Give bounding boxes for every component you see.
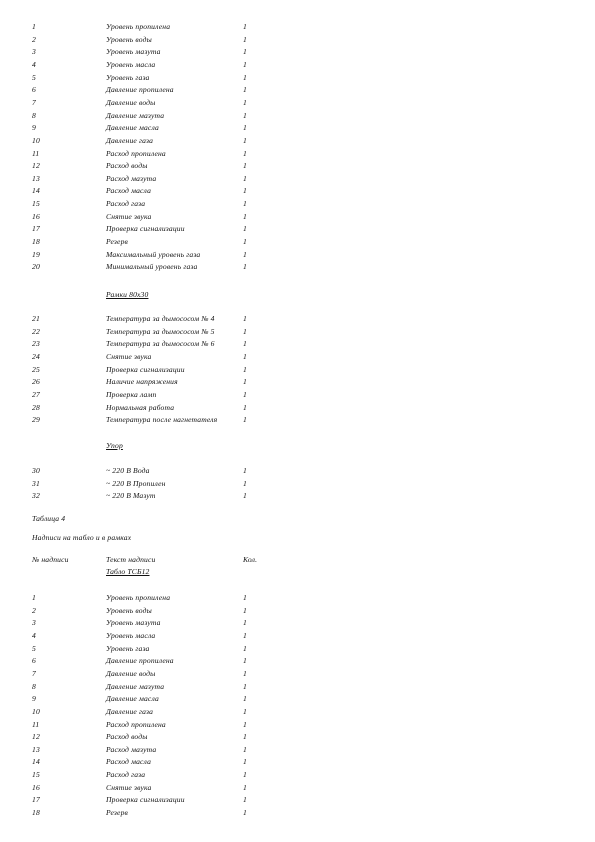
item-text: Давление мазута — [106, 110, 165, 120]
item-qty: 1 — [243, 694, 247, 704]
item-number: 4 — [32, 59, 36, 69]
item-qty: 1 — [243, 85, 247, 95]
item-text: Температура за дымососом № 4 — [106, 314, 215, 323]
item-qty: 1 — [243, 719, 247, 729]
item-text: Давление пропилена — [106, 85, 174, 95]
item-qty: 1 — [243, 173, 247, 183]
list-item — [0, 149, 595, 159]
list-item — [0, 593, 595, 603]
item-number: 3 — [32, 618, 36, 628]
item-qty: 1 — [243, 466, 247, 475]
item-text: Расход масла — [106, 757, 152, 767]
item-text: ~ 220 В Пропилен — [106, 478, 166, 488]
table-caption: Таблица 4 — [32, 514, 66, 523]
list-item — [0, 262, 595, 272]
item-number: 4 — [32, 630, 36, 640]
item-text: Уровень газа — [106, 72, 150, 82]
item-text: Уровень масла — [106, 59, 156, 69]
item-text: Давление воды — [106, 97, 156, 107]
item-number: 6 — [32, 656, 36, 666]
item-text: Давление газа — [106, 135, 154, 145]
list-item — [0, 656, 595, 666]
item-text: Давление масла — [106, 123, 159, 133]
item-number: 30 — [32, 466, 40, 475]
list-item — [0, 694, 595, 704]
list-item — [0, 314, 595, 324]
item-number: 1 — [32, 22, 36, 31]
item-number: 32 — [32, 491, 40, 501]
item-number: 16 — [32, 782, 40, 792]
item-qty: 1 — [243, 148, 247, 158]
list-item — [0, 47, 595, 57]
list-item — [0, 60, 595, 70]
list-item — [0, 377, 595, 387]
list-item — [0, 682, 595, 692]
item-text: Уровень мазута — [106, 618, 161, 628]
item-text: Расход воды — [106, 732, 148, 742]
item-number: 14 — [32, 186, 40, 196]
section-title-text: Табло ТСБ12 — [106, 567, 150, 576]
item-qty: 1 — [243, 110, 247, 120]
list-item — [0, 22, 595, 32]
item-qty: 1 — [243, 491, 247, 501]
item-text: Давление газа — [106, 706, 154, 716]
item-text: Температура за дымососом № 6 — [106, 339, 215, 349]
list-item — [0, 212, 595, 222]
list-item — [0, 123, 595, 133]
item-text: Снятие звука — [106, 351, 152, 361]
item-qty: 1 — [243, 668, 247, 678]
item-text: Снятие звука — [106, 782, 152, 792]
item-text: ~ 220 В Мазут — [106, 491, 156, 501]
item-number: 13 — [32, 744, 40, 754]
item-text: Проверка сигнализации — [106, 364, 185, 374]
item-qty: 1 — [243, 795, 247, 805]
item-number: 23 — [32, 339, 40, 349]
item-number: 17 — [32, 795, 40, 805]
item-text: Давление воды — [106, 668, 156, 678]
item-qty: 1 — [243, 211, 247, 221]
list-item — [0, 745, 595, 755]
item-text: Проверка сигнализации — [106, 224, 185, 234]
item-number: 25 — [32, 364, 40, 374]
item-qty: 1 — [243, 123, 247, 133]
item-text: Расход воды — [106, 161, 148, 171]
list-item — [0, 136, 595, 146]
item-text: Проверка сигнализации — [106, 795, 185, 805]
item-qty: 1 — [243, 47, 247, 57]
list-item — [0, 618, 595, 628]
item-qty: 1 — [243, 643, 247, 653]
item-text: Резерв — [106, 808, 128, 818]
item-number: 10 — [32, 135, 40, 145]
item-number: 6 — [32, 85, 36, 95]
item-qty: 1 — [243, 415, 247, 425]
item-text: Расход газа — [106, 770, 146, 780]
item-number: 9 — [32, 123, 36, 133]
item-number: 9 — [32, 694, 36, 704]
item-qty: 1 — [243, 732, 247, 742]
list-item — [0, 250, 595, 260]
list-item — [0, 732, 595, 742]
item-qty: 1 — [243, 314, 247, 323]
list-item — [0, 352, 595, 362]
item-number: 18 — [32, 808, 40, 818]
item-number: 5 — [32, 72, 36, 82]
item-number: 12 — [32, 161, 40, 171]
item-number: 31 — [32, 478, 40, 488]
item-number: 17 — [32, 224, 40, 234]
item-number: 2 — [32, 34, 36, 44]
list-item — [0, 365, 595, 375]
list-item — [0, 174, 595, 184]
item-text: ~ 220 В Вода — [106, 466, 150, 475]
item-number: 14 — [32, 757, 40, 767]
list-item — [0, 783, 595, 793]
item-text: Расход мазута — [106, 173, 157, 183]
item-text: Температура после нагнетателя — [106, 415, 218, 425]
item-text: Снятие звука — [106, 211, 152, 221]
item-number: 26 — [32, 377, 40, 387]
header-number: № надписи — [32, 555, 69, 564]
item-qty: 1 — [243, 593, 247, 602]
item-qty: 1 — [243, 326, 247, 336]
table-header — [0, 555, 595, 565]
item-qty: 1 — [243, 224, 247, 234]
item-qty: 1 — [243, 262, 247, 272]
item-text: Давление мазута — [106, 681, 165, 691]
section-title-frames — [0, 290, 595, 300]
item-text: Уровень воды — [106, 605, 152, 615]
header-text: Текст надписи — [106, 555, 156, 564]
list-item — [0, 390, 595, 400]
list-item — [0, 111, 595, 121]
item-qty: 1 — [243, 97, 247, 107]
item-number: 7 — [32, 668, 36, 678]
item-text: Температура за дымососом № 5 — [106, 326, 215, 336]
list-item — [0, 161, 595, 171]
list-item — [0, 237, 595, 247]
item-text: Уровень воды — [106, 34, 152, 44]
item-qty: 1 — [243, 34, 247, 44]
list-item — [0, 644, 595, 654]
section-title-text: Рамки 80х30 — [106, 290, 149, 299]
list-item — [0, 707, 595, 717]
item-qty: 1 — [243, 249, 247, 259]
item-number: 15 — [32, 770, 40, 780]
list-item — [0, 808, 595, 818]
item-number: 1 — [32, 593, 36, 602]
item-number: 27 — [32, 389, 40, 399]
item-qty: 1 — [243, 161, 247, 171]
item-number: 29 — [32, 415, 40, 425]
item-text: Уровень пропилена — [106, 22, 171, 31]
item-qty: 1 — [243, 681, 247, 691]
item-qty: 1 — [243, 72, 247, 82]
item-number: 21 — [32, 314, 40, 323]
list-item — [0, 770, 595, 780]
item-qty: 1 — [243, 618, 247, 628]
item-number: 28 — [32, 402, 40, 412]
item-text: Минимальный уровень газа — [106, 262, 198, 272]
item-number: 15 — [32, 199, 40, 209]
item-qty: 1 — [243, 770, 247, 780]
list-item — [0, 757, 595, 767]
list-item — [0, 224, 595, 234]
item-number: 24 — [32, 351, 40, 361]
item-qty: 1 — [243, 186, 247, 196]
item-qty: 1 — [243, 59, 247, 69]
table-title: Надписи на табло и в рамках — [32, 533, 132, 542]
item-number: 7 — [32, 97, 36, 107]
list-item — [0, 631, 595, 641]
item-qty: 1 — [243, 351, 247, 361]
item-text: Расход масла — [106, 186, 152, 196]
list-item — [0, 403, 595, 413]
list-item — [0, 327, 595, 337]
list-item — [0, 85, 595, 95]
item-text: Давление масла — [106, 694, 159, 704]
item-qty: 1 — [243, 22, 247, 31]
item-text: Уровень масла — [106, 630, 156, 640]
item-number: 10 — [32, 706, 40, 716]
item-qty: 1 — [243, 757, 247, 767]
item-qty: 1 — [243, 237, 247, 247]
item-qty: 1 — [243, 630, 247, 640]
item-qty: 1 — [243, 605, 247, 615]
item-text: Резерв — [106, 237, 128, 247]
item-text: Уровень пропилена — [106, 593, 171, 602]
item-qty: 1 — [243, 744, 247, 754]
item-number: 3 — [32, 47, 36, 57]
item-text: Расход газа — [106, 199, 146, 209]
list-item — [0, 491, 595, 501]
item-text: Уровень газа — [106, 643, 150, 653]
list-item — [0, 795, 595, 805]
item-qty: 1 — [243, 377, 247, 387]
item-qty: 1 — [243, 364, 247, 374]
item-qty: 1 — [243, 389, 247, 399]
item-qty: 1 — [243, 339, 247, 349]
section-title-text: Упор — [106, 441, 123, 450]
list-item — [0, 415, 595, 425]
item-number: 11 — [32, 148, 40, 158]
item-qty: 1 — [243, 706, 247, 716]
item-number: 16 — [32, 211, 40, 221]
item-text: Проверка ламп — [106, 389, 157, 399]
list-item — [0, 339, 595, 349]
header-qty: Кол. — [243, 555, 258, 564]
item-qty: 1 — [243, 402, 247, 412]
item-qty: 1 — [243, 199, 247, 209]
list-item — [0, 186, 595, 196]
item-number: 22 — [32, 326, 40, 336]
item-number: 8 — [32, 110, 36, 120]
item-qty: 1 — [243, 135, 247, 145]
item-number: 2 — [32, 605, 36, 615]
item-number: 19 — [32, 249, 40, 259]
item-number: 11 — [32, 719, 40, 729]
list-item — [0, 479, 595, 489]
list-item — [0, 466, 595, 476]
item-number: 12 — [32, 732, 40, 742]
item-text: Расход мазута — [106, 744, 157, 754]
item-number: 18 — [32, 237, 40, 247]
item-text: Уровень мазута — [106, 47, 161, 57]
list-item — [0, 35, 595, 45]
item-text: Максимальный уровень газа — [106, 249, 201, 259]
item-number: 13 — [32, 173, 40, 183]
item-qty: 1 — [243, 478, 247, 488]
section-title-stop — [0, 441, 595, 451]
list-item — [0, 720, 595, 730]
item-text: Нормальная работа — [106, 402, 175, 412]
item-qty: 1 — [243, 782, 247, 792]
list-item — [0, 199, 595, 209]
item-text: Наличие напряжения — [106, 377, 178, 387]
item-text: Расход пропилена — [106, 148, 166, 158]
item-qty: 1 — [243, 656, 247, 666]
item-number: 8 — [32, 681, 36, 691]
list-item — [0, 606, 595, 616]
list-item — [0, 98, 595, 108]
item-number: 20 — [32, 262, 40, 272]
list-item — [0, 669, 595, 679]
item-text: Расход пропилена — [106, 719, 166, 729]
section-title-board — [0, 567, 595, 577]
item-qty: 1 — [243, 808, 247, 818]
item-number: 5 — [32, 643, 36, 653]
list-item — [0, 73, 595, 83]
item-text: Давление пропилена — [106, 656, 174, 666]
